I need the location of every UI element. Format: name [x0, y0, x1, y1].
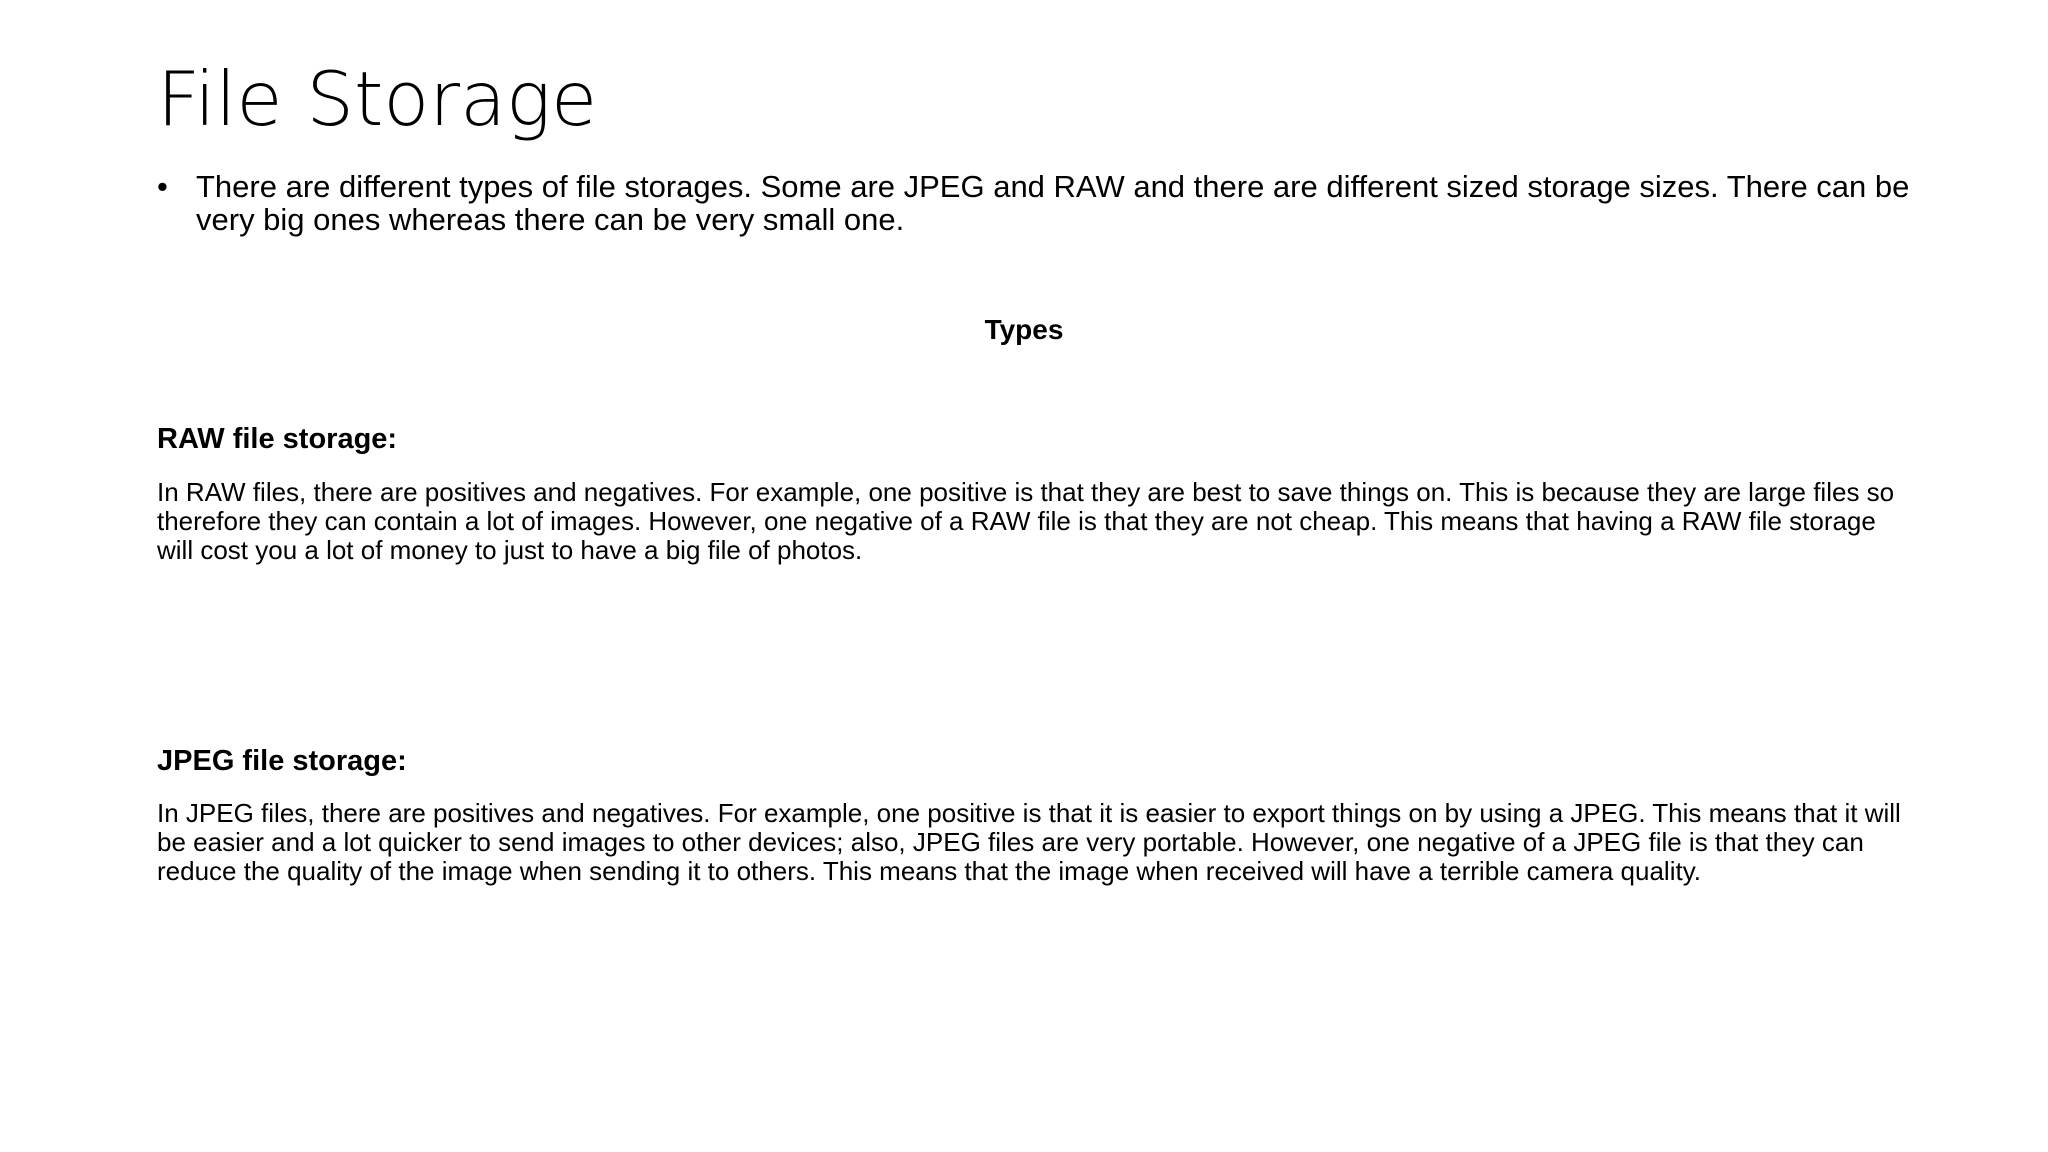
bullet-list	[157, 170, 1917, 236]
jpeg-section-body: In JPEG files, there are positives and negatives. For example, one positive is that it is easier to export things on by using a JPEG. This means that it will be easier and a lot quicker to send images to other devices; also, JPEG files are very portable. However, one negative of a JPEG file is that they can reduce the quality of the image when sending it to others. This means that the image when received will have a terrible camera quality.	[157, 798, 1901, 886]
raw-section-heading: RAW file storage:	[157, 423, 398, 455]
bullet-text: There are different types of file storages. Some are JPEG and RAW and there are different sized storage sizes. There can be very big ones whereas there can be very small one.	[196, 169, 1910, 237]
raw-section-body: In RAW files, there are positives and negatives. For example, one positive is that they are best to save things on. This is because they are large files so therefore they can contain a lot of images. However, one negative of a RAW file is that they are not cheap. This means that having a RAW file storage will cost you a lot of money to just to have a big file of photos.	[157, 477, 1895, 565]
slide-title: File Storage	[157, 55, 598, 143]
jpeg-section-heading: JPEG file storage:	[157, 745, 407, 777]
bullet-glyph: •	[157, 169, 168, 204]
bullet-item	[157, 170, 1917, 236]
types-heading: Types	[984, 314, 1064, 345]
